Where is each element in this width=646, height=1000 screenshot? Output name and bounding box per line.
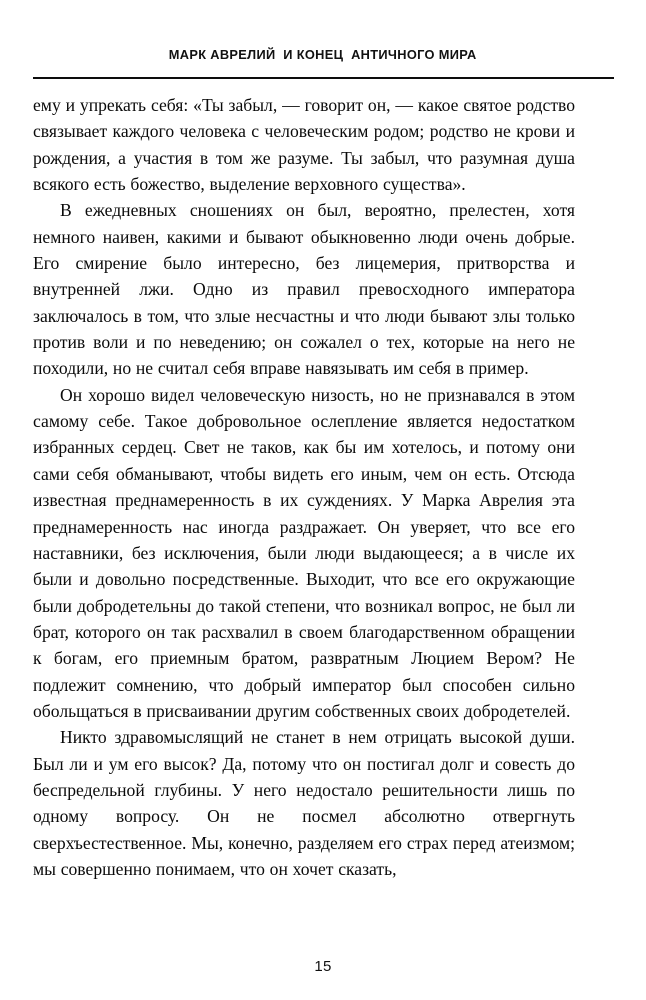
paragraph: ему и упрекать себя: «Ты забыл, — говорит он, — какое святое родство связывает каждого человека с человеческим родом; родство не крови и рождения, а участия в том же разуме. Ты забыл, что разумная душа всякого есть божество, выделение верховного существа». [33,95,575,195]
paragraph: Никто здравомыслящий не станет в нем отрицать высокой души. Был ли и ум его высок? Да, потому что он постигал долг и совесть до беспредельной глубины. У него недостало решительности лишь по одному вопросу. Он не посмел абсолютно отвергнуть сверхъестественное. Мы, конечно, разделяем его страх перед атеизмом; мы совершенно понимаем, что он хочет сказать, [33,727,575,879]
header-rule-divider [33,77,614,79]
running-head-title: МАРК АВРЕЛИЙ И КОНЕЦ АНТИЧНОГО МИРА [169,47,477,62]
body-text-column [33,92,575,882]
page-number: 15 [314,958,332,975]
running-head [0,46,646,64]
paragraph: В ежедневных сношениях он был, вероятно, прелестен, хотя немного наивен, какими и бывают обыкновенно люди очень добрые. Его смирение было интересно, без лицемерия, притворства и внутренней лжи. Одно из правил превосходного императора заключалось в том, что злые несчастны и что люди бывают злы только против воли и по неведению; он сожалел о тех, которые на него не походили, но не считал себя вправе навязывать им себя в пример. [33,200,575,379]
paragraph: Он хорошо видел человеческую низость, но не признавался в этом самому себе. Такое добровольное ослепление является недостатком избранных сердец. Свет не таков, как бы им хотелось, и потому они сами себя обманывают, чтобы видеть его иным, чем он есть. Отсюда известная преднамеренность в их суждениях. У Марка Аврелия эта преднамеренность нас иногда раздражает. Он уверяет, что все его наставники, без исключения, были люди выдающееся; а в числе их были и довольно посредственные. Выходит, что все его окружающие были добродетельны до такой степени, что возникал вопрос, не был ли брат, которого он так расхвалил в своем благодарственном обращении к богам, его приемным братом, развратным Люцием Вером? Не подлежит сомнению, что добрый император был способен сильно обольщаться в присваивании другим собственных своих добродетелей. [33,384,575,721]
